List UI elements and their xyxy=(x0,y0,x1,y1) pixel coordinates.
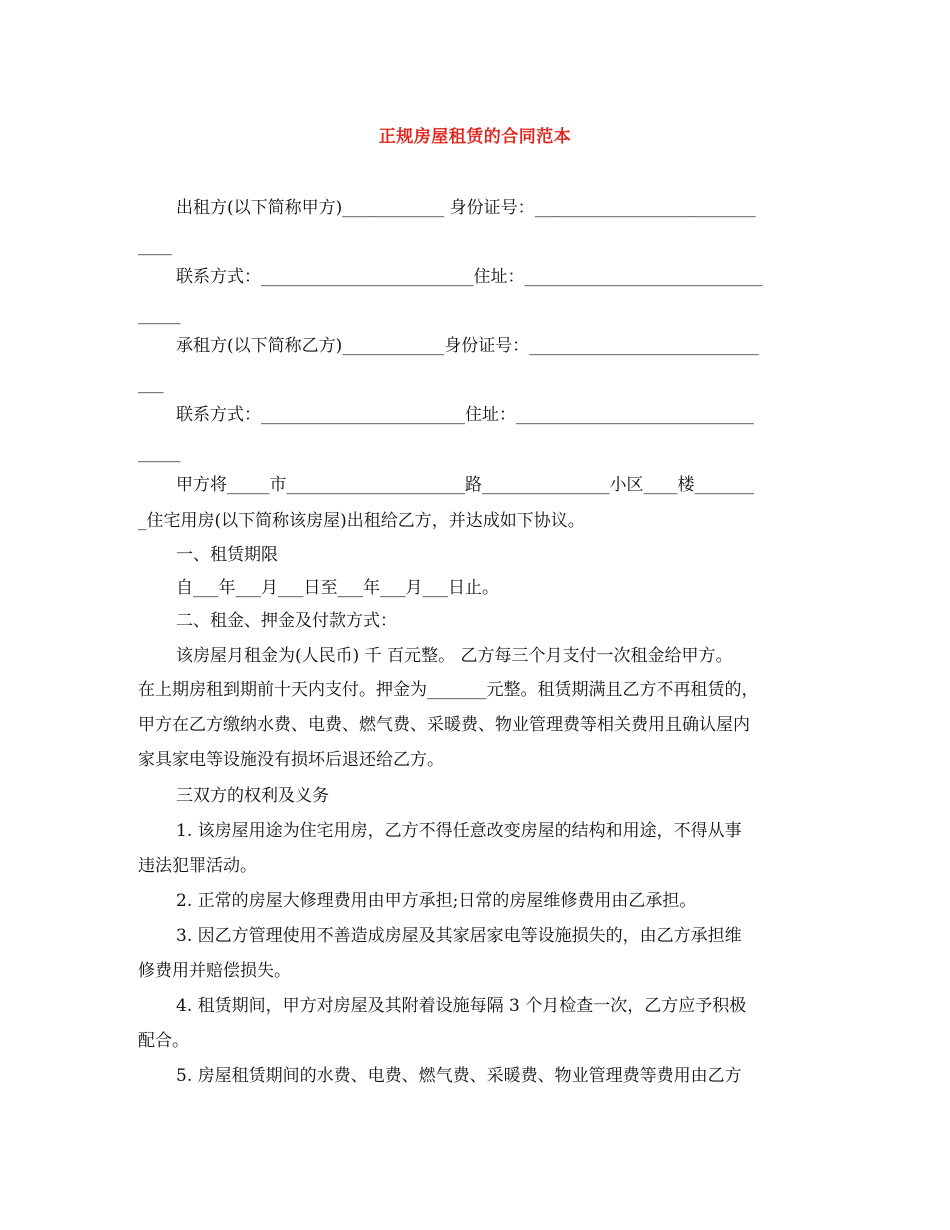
contract-line: 3. 因乙方管理使用不善造成房屋及其家居家电等设施损失的，由乙方承担维 xyxy=(176,926,742,946)
contract-line: _____ xyxy=(138,443,181,463)
section-heading: 一、租赁期限 xyxy=(176,545,278,565)
contract-line: 该房屋月租金为(人民币) 千 百元整。 乙方每三个月支付一次租金给甲方。 xyxy=(176,646,733,666)
contract-line: 违法犯罪活动。 xyxy=(138,856,257,876)
contract-line: 出租方(以下简称甲方)____________ 身份证号：__________________________ xyxy=(176,198,756,218)
page-title: 正规房屋租赁的合同范本 xyxy=(378,127,572,147)
contract-line: ____ xyxy=(138,236,172,256)
contract-line: 承租方(以下简称乙方)____________身份证号：___________________________ xyxy=(176,336,759,356)
contract-line: _____ xyxy=(138,305,181,325)
section-heading: 三双方的权利及义务 xyxy=(176,786,329,806)
contract-line: _住宅用房(以下简称该房屋)出租给乙方，并达成如下协议。 xyxy=(138,511,585,531)
contract-line: ___ xyxy=(138,374,164,394)
contract-line: 联系方式：________________________住址：____________________________ xyxy=(176,405,754,425)
contract-line: 配合。 xyxy=(138,1031,189,1051)
contract-line: 4. 租赁期间，甲方对房屋及其附着设施每隔 3 个月检查一次，乙方应予积极 xyxy=(176,996,747,1016)
contract-line: 甲方在乙方缴纳水费、电费、燃气费、采暖费、物业管理费等相关费用且确认屋内 xyxy=(138,715,750,735)
contract-line: 自___年___月___日至___年___月___日止。 xyxy=(176,578,499,598)
section-heading: 二、租金、押金及付款方式： xyxy=(176,611,397,631)
contract-line: 甲方将_____市_____________________路_______________小区____楼_______ xyxy=(176,475,754,495)
contract-line: 5. 房屋租赁期间的水费、电费、燃气费、采暖费、物业管理费等费用由乙方 xyxy=(176,1066,742,1086)
contract-line: 2. 正常的房屋大修理费用由甲方承担;日常的房屋维修费用由乙承担。 xyxy=(176,891,697,911)
contract-line: 修费用并赔偿损失。 xyxy=(138,961,291,981)
contract-line: 联系方式：_________________________住址：____________________________ xyxy=(176,267,763,287)
contract-line: 1. 该房屋用途为住宅用房，乙方不得任意改变房屋的结构和用途，不得从事 xyxy=(176,821,742,841)
contract-line: 在上期房租到期前十天内支付。押金为_______元整。租赁期满且乙方不再租赁的， xyxy=(138,680,759,700)
contract-line: 家具家电等设施没有损坏后退还给乙方。 xyxy=(138,750,444,770)
